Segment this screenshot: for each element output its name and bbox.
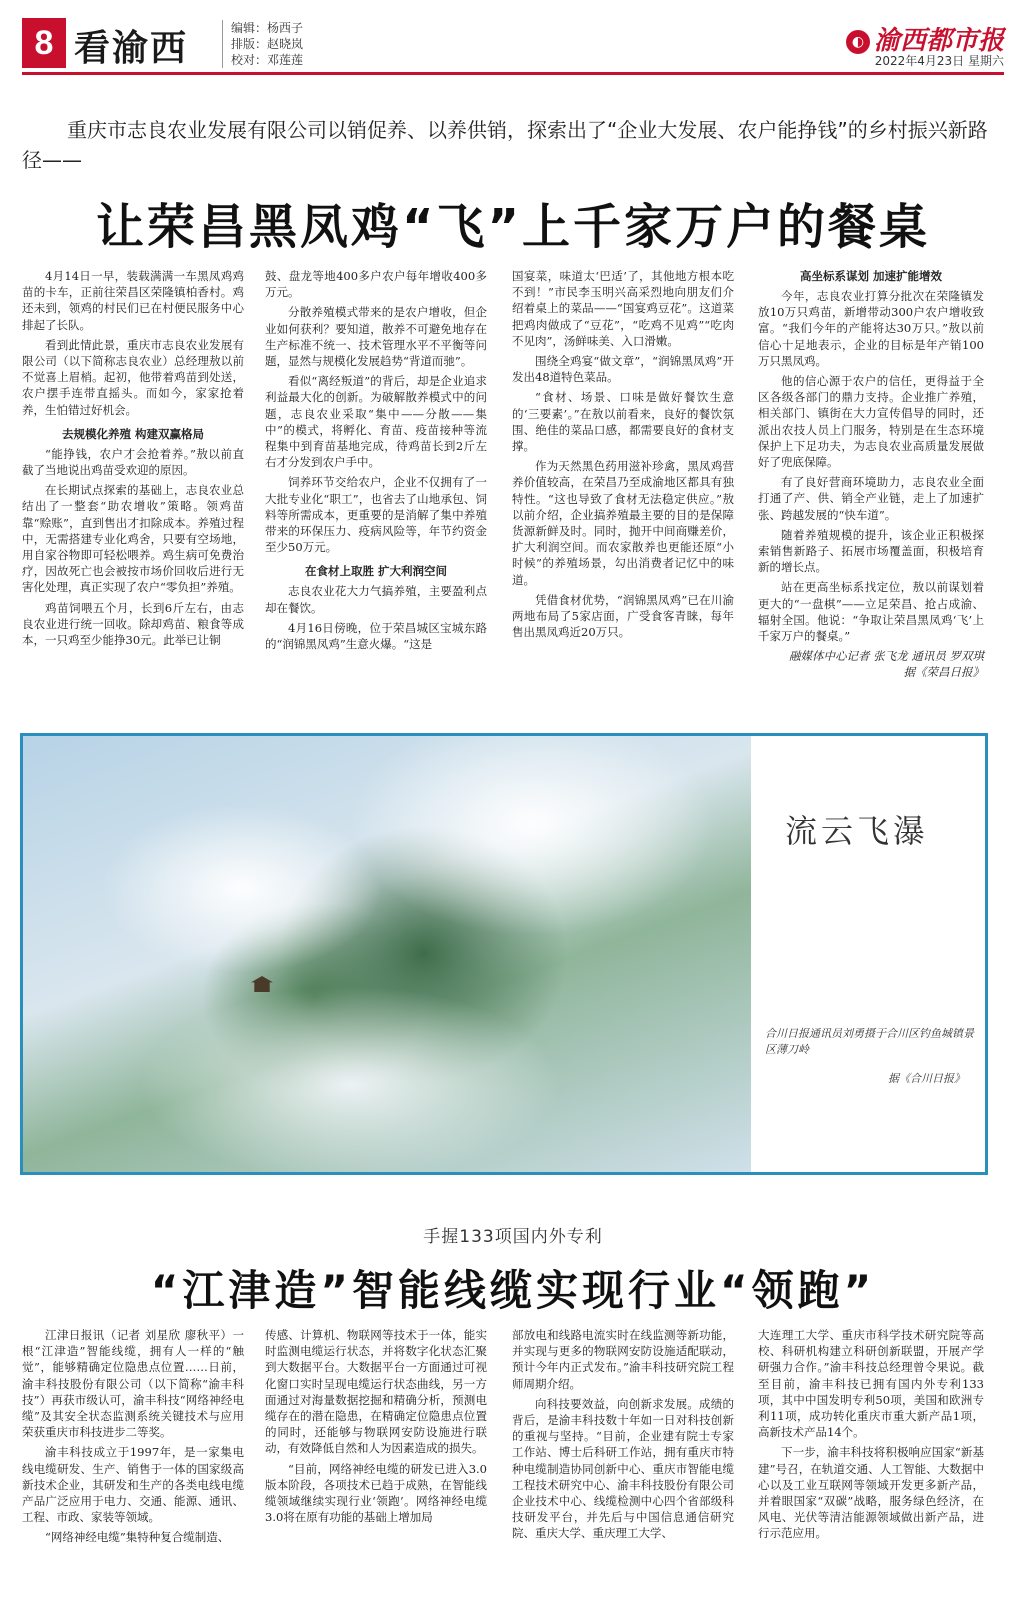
photo-source: 据《合川日报》	[888, 1072, 965, 1085]
page-number: 8	[22, 18, 66, 68]
article2-col3	[512, 1327, 734, 1546]
photo-feature	[20, 733, 988, 1175]
article1-col2	[265, 268, 487, 656]
paragraph: 站在更高坐标系找定位，敖以前谋划着更大的“一盘棋”——立足荣昌、抢占成渝、辐射全国。他说：“争取让荣昌黑凤鸡‘飞’上千家万户的餐桌。”	[758, 580, 984, 644]
paragraph: 在长期试点探索的基础上，志良农业总结出了一整套“助农增收”策略。领鸡苗靠“赊账”，直到售出才扣除成本。养殖过程中，无需搭建专业化鸡舍，只要有空场地，用自家谷物即可轻松喂养。鸡生病可免费治疗，因故死亡也会被按市场价回收后进行无害化处理，真正实现了农户“零负担”养殖。	[22, 483, 244, 595]
article2-col2	[265, 1327, 487, 1529]
layout-name: 排版：赵晓岚	[231, 37, 304, 51]
article2-title: “江津造”智能线缆实现行业“领跑”	[150, 1266, 876, 1315]
photo-panel	[751, 736, 985, 1172]
paragraph: “食材、场景、口味是做好餐饮生意的‘三要素’。”在敖以前看来，良好的餐饮氛围、绝佳的菜品口感，都需要良好的食材支撑。	[512, 390, 734, 454]
proof-name: 校对：邓莲莲	[231, 53, 304, 67]
article2-col1	[22, 1327, 244, 1550]
paper-name: 渝西都市报	[873, 26, 1004, 56]
byline: 融媒体中心记者 张飞龙 通讯员 罗双琪	[789, 649, 984, 664]
cloud-photo	[23, 736, 751, 1172]
paragraph: 志良农业花大力气搞养殖，主要盈利点却在餐饮。	[265, 584, 487, 615]
article2-col4	[758, 1327, 984, 1546]
photo-caption: 合川日报通讯员刘勇摄于合川区钓鱼城镇景区薄刀岭	[765, 1027, 974, 1056]
paragraph: 饲养环节交给农户，企业不仅拥有了一大批专业化“职工”，也省去了山地承包、饲料等所需成本，更重要的是消解了集中养殖带来的环保压力、疫病风险等，年节约资金至少50万元。	[265, 475, 487, 555]
paragraph: 作为天然黑色药用滋补珍禽，黑凤鸡营养价值较高，在荣昌乃至成渝地区都具有独特性。“这也导致了食材无法稳定供应。”敖以前介绍，企业搞养殖最主要的目的是保障货源新鲜及时。同时，抛开中间商赚差价，扩大利润空间。而农家散养也更能还原“小时候”的养殖场景，勾出消费者记忆中的味道。	[512, 459, 734, 587]
logo-icon: ◐	[846, 30, 870, 54]
paragraph: 向科技要效益，向创新求发展。成绩的背后，是渝丰科技数十年如一日对科技创新的重视与坚持。“目前，企业建有院士专家工作站、博士后科研工作站，拥有重庆市特种电缆制造协同创新中心、重庆市智能电缆工程技术研究中心、渝丰科技股份有限公司企业技术中心、线缆检测中心四个省部级科技研发平台，并先后与中国信息通信研究院、重庆大学、重庆理工大学、	[512, 1396, 734, 1541]
paragraph: 大连理工大学、重庆市科学技术研究院等高校、科研机构建立科研创新联盟，开展产学研强力合作。”渝丰科技总经理曾令果说。截至目前，渝丰科技已拥有国内外专利133项，其中中国发明专利50项，美国和欧洲专利11项，成功转化重庆市重大新产品1项，高新技术产品14个。	[758, 1328, 984, 1440]
article1-col1	[22, 268, 244, 652]
article2-subtitle: 手握133项国内外专利	[423, 1227, 603, 1247]
paragraph: 国宴菜，味道太‘巴适’了，其他地方根本吃不到！”市民李玉明兴高采烈地向朋友们介绍着桌上的菜品——“国宴鸡豆花”。这道菜把鸡肉做成了“豆花”，“吃鸡不见鸡”“吃肉不见肉”，汤鲜味美、入口滑嫩。	[512, 269, 734, 348]
paragraph: “目前，网络神经电缆的研发已进入3.0版本阶段，各项技术已趋于成熟，在智能线缆领域继续实现行业‘领跑’。网络神经电缆3.0将在原有功能的基础上增加局	[265, 1461, 487, 1525]
article1-subtitle: 重庆市志良农业发展有限公司以销促养、以养供销，探索出了“企业大发展、农户能挣钱”的乡村振兴新路径——	[22, 118, 988, 172]
source-note: 据《荣昌日报》	[903, 665, 984, 680]
paragraph: 今年，志良农业打算分批次在荣隆镇发放10万只鸡苗，新增带动300户农户增收致富。“我们今年的产能将达30万只。”敖以前信心十足地表示，企业的目标是年产销100万只黑凤鸡。	[758, 289, 984, 368]
issue-date: 2022年4月23日 星期六	[874, 54, 1004, 68]
page-header	[22, 18, 1004, 68]
paragraph: 江津日报讯（记者 刘星欣 廖秋平）一根“江津造”智能线缆，拥有人一样的“触觉”，能够精确定位隐患点位置……日前，渝丰科技股份有限公司（以下简称“渝丰科技”）再获市级认可，渝丰科技“网络神经电缆”及其安全状态监测系统关键技术与应用荣获重庆市科技进步二等奖。	[22, 1328, 244, 1440]
paragraph: 他的信心源于农户的信任，更得益于全区各级各部门的鼎力支持。企业推广养殖，相关部门、镇街在大力宣传倡导的同时，还派出农技人员上门服务，特别是在生态环境保护上下足功夫，为志良农业高质量发展做好了兜底保障。	[758, 374, 984, 470]
section-heading: 在食材上取胜 扩大利润空间	[304, 564, 447, 579]
paragraph: 分散养殖模式带来的是农户增收，但企业如何获利？要知道，散养不可避免地存在生产标准不统一、技术管理水平不平衡等问题，显然与规模化发展趋势“背道而驰”。	[265, 305, 487, 369]
paragraph: 部放电和线路电流实时在线监测等新功能，并实现与更多的物联网安防设施适配联动，预计今年内正式发布。”渝丰科技研究院工程师周期介绍。	[512, 1328, 734, 1391]
photo-title: 流云飞瀑	[785, 812, 930, 850]
section-title: 看渝西	[74, 27, 189, 69]
paragraph: 看似“离经叛道”的背后，却是企业追求利益最大化的创新。为破解散养模式中的问题，志良农业采取“集中——分散——集中”的模式，将孵化、育苗、疫苗接种等流程集中到育苗基地完成，待鸡苗长到2斤左右才分发到农户手中。	[265, 374, 487, 470]
paragraph: 看到此情此景，重庆市志良农业发展有限公司（以下简称志良农业）总经理敖以前不觉喜上眉梢。起初，他带着鸡苗到处送，农户摆手连带直摇头。而如今，家家抢着养，生怕错过好机会。	[22, 337, 244, 417]
paragraph: 鸡苗饲喂五个月，长到6斤左右，由志良农业进行统一回收。除却鸡苗、粮食等成本，一只鸡至少能挣30元。此举已让铜	[22, 600, 244, 648]
section-heading: 高坐标系谋划 加速扩能增效	[799, 269, 942, 283]
paragraph: “能挣钱，农户才会抢着养。”敖以前直截了当地说出鸡苗受欢迎的原因。	[22, 446, 244, 478]
paragraph: 渝丰科技成立于1997年，是一家集电线电缆研发、生产、销售于一体的国家级高新技术企业，其研发和生产的各类电线电缆产品广泛应用于电力、交通、能源、通讯、工程、市政、家装等领域。	[22, 1445, 244, 1525]
pavilion-icon	[251, 976, 273, 992]
paragraph: 有了良好营商环境助力，志良农业全面打通了产、供、销全产业链，走上了加速扩张、跨越发展的“快车道”。	[758, 475, 984, 522]
article1-title: 让荣昌黑凤鸡“飞”上千家万户的餐桌	[95, 199, 931, 255]
paragraph: 4月14日一早，装载满满一车黑凤鸡鸡苗的卡车，正前往荣昌区荣隆镇柏香村。鸡还未到，领鸡的村民们已在村便民服务中心排起了长队。	[22, 269, 244, 332]
editor-credits	[222, 20, 303, 68]
paragraph: 传感、计算机、物联网等技术于一体，能实时监测电缆运行状态，并将数字化状态汇聚到大数据平台。大数据平台一方面通过可视化窗口实时呈现电缆运行状态曲线，另一方面通过对海量数据挖掘和精确分析，预测电缆存在的潜在隐患，在精确定位隐患点位置的同时，还能够与物联网安防设施进行联动，有效降低自然和人为因素造成的损失。	[265, 1328, 487, 1456]
editor-name: 编辑：杨西子	[231, 21, 304, 35]
paragraph: “网络神经电缆”集特种复合缆制造、	[45, 1530, 230, 1545]
paragraph: 下一步，渝丰科技将积极响应国家“新基建”号召，在轨道交通、人工智能、大数据中心以及工业互联网等领域开发更多新产品，并着眼国家“双碳”战略，服务绿色经济，在风电、光伏等清洁能源领域做出新产品，进行示范应用。	[758, 1445, 984, 1541]
paragraph: 随着养殖规模的提升，该企业正积极探索销售新路子、拓展市场覆盖面，积极培育新的增长点。	[758, 527, 984, 575]
paragraph: 围绕全鸡宴“做文章”，“润锦黑凤鸡”开发出48道特色菜品。	[512, 354, 734, 385]
article1-col3	[512, 268, 734, 644]
paragraph: 4月16日傍晚，位于荣昌城区宝城东路的“润锦黑凤鸡”生意火爆。“这是	[265, 620, 487, 652]
header-rule	[22, 72, 1004, 75]
paragraph: 凭借食材优势，“润锦黑凤鸡”已在川渝两地布局了5家店面，广受食客青睐，每年售出黑凤鸡近20万只。	[512, 592, 734, 640]
section-heading: 去规模化养殖 构建双赢格局	[61, 426, 204, 441]
paragraph: 鼓、盘龙等地400多户农户每年增收400多万元。	[265, 269, 487, 300]
article1-col4	[758, 268, 984, 681]
